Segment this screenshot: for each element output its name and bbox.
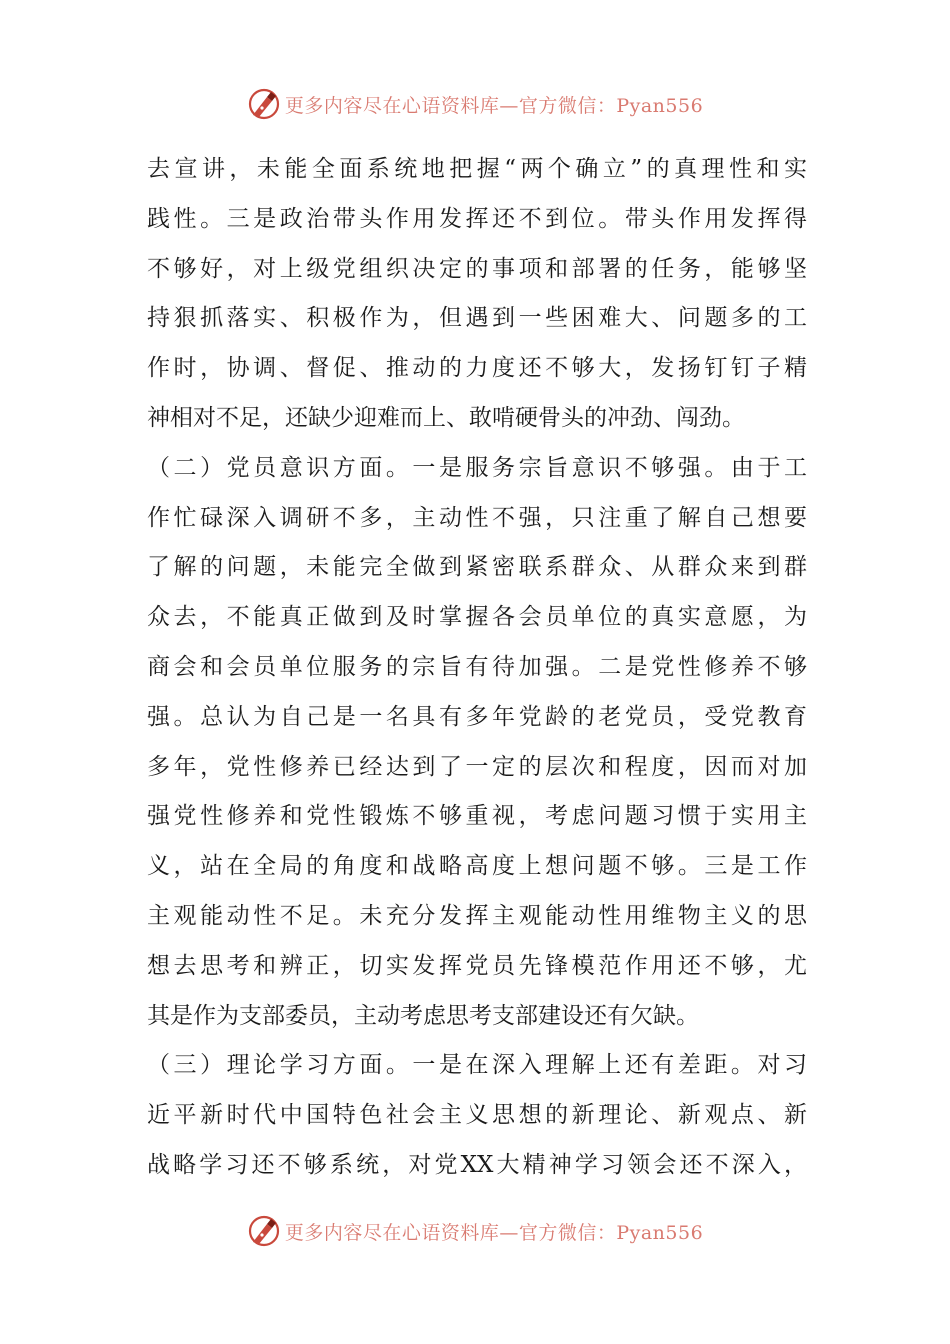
footer-banner (0, 1211, 950, 1251)
text-line: 持狠抓落实、积极作为，但遇到一些困难大、问题多的工 (147, 305, 807, 332)
text-line: 其是作为支部委员，主动考虑思考支部建设还有欠缺。 (147, 1002, 699, 1029)
text-line: 想去思考和辨正，切实发挥党员先锋模范作用还不够，尤 (147, 952, 807, 979)
text-line: 战略学习还不够系统，对党XX大精神学习领会还不深入， (147, 1151, 807, 1178)
pen-nib-icon (247, 87, 281, 121)
text-line: 近平新时代中国特色社会主义思想的新理论、新观点、新 (147, 1102, 807, 1129)
text-line: 众去，不能真正做到及时掌握各会员单位的真实意愿，为 (147, 604, 807, 631)
text-line: 去宣讲，未能全面系统地把握“两个确立”的真理性和实 (147, 156, 807, 182)
text-line: 强党性修养和党性锻炼不够重视，考虑问题习惯于实用主 (147, 803, 807, 830)
text-line: （二）党员意识方面。一是服务宗旨意识不够强。由于工 (147, 454, 807, 481)
text-line: 主观能动性不足。未充分发挥主观能动性用维物主义的思 (147, 902, 807, 929)
footer-banner-text: 更多内容尽在心语资料库—官方微信：Pyan556 (284, 1221, 704, 1244)
text-line: 了解的问题，未能完全做到紧密联系群众、从群众来到群 (147, 554, 807, 581)
text-line: 商会和会员单位服务的宗旨有待加强。二是党性修养不够 (147, 653, 807, 680)
text-line: 强。总认为自己是一名具有多年党龄的老党员，受党教育 (147, 703, 807, 730)
text-line: 践性。三是政治带头作用发挥还不到位。带头作用发挥得 (147, 205, 807, 232)
text-line: 作忙碌深入调研不多，主动性不强，只注重了解自己想要 (147, 504, 807, 531)
text-line: 神相对不足，还缺少迎难而上、敢啃硬骨头的冲劲、闯劲。 (147, 404, 745, 431)
text-line: 作时，协调、督促、推动的力度还不够大，发扬钉钉子精 (147, 355, 807, 382)
text-line: 不够好，对上级党组织决定的事项和部署的任务，能够坚 (147, 255, 807, 282)
document-body (147, 145, 807, 1191)
text-line: 义，站在全局的角度和战略高度上想问题不够。三是工作 (147, 853, 807, 880)
text-line: 多年，党性修养已经达到了一定的层次和程度，因而对加 (147, 753, 807, 780)
pen-nib-icon (247, 1214, 281, 1248)
text-line: （三）理论学习方面。一是在深入理解上还有差距。对习 (147, 1052, 807, 1079)
header-banner-text: 更多内容尽在心语资料库—官方微信：Pyan556 (284, 94, 704, 117)
header-banner (0, 84, 950, 124)
